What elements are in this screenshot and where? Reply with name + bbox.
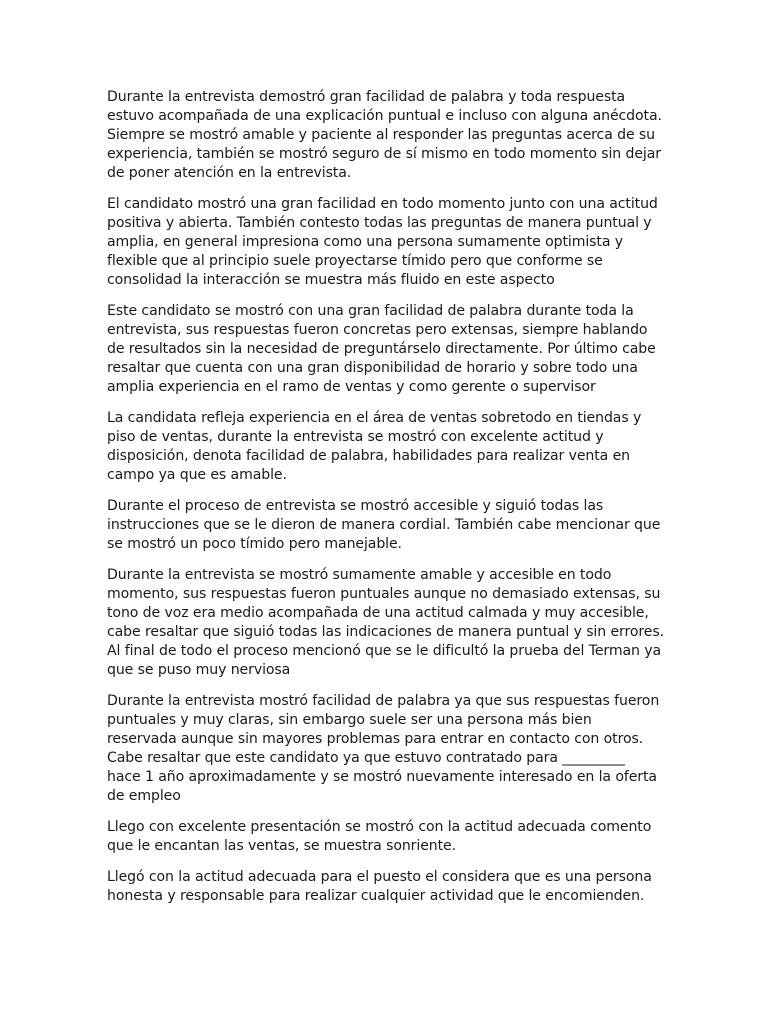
- paragraph-2: El candidato mostró una gran facilidad en todo momento junto con una actitud positiva y abierta. También contesto todas las preguntas de manera puntual y amplia, en general impresiona como una persona sumamente optimista y flexible que al principio suele proyectarse tímido pero que conforme se consolidad la interacción se muestra más fluido en este aspecto: [107, 196, 658, 288]
- paragraph-8: Llego con excelente presentación se mostró con la actitud adecuada comento que le encantan las ventas, se muestra sonriente.: [107, 819, 652, 854]
- paragraph-1: Durante la entrevista demostró gran facilidad de palabra y toda respuesta estuvo acompañada de una explicación puntual e incluso con alguna anécdota. Siempre se mostró amable y paciente al responder las preguntas acerca de su experiencia, también se mostró seguro de sí mismo en todo momento sin dejar de poner atención en la entrevista.: [107, 89, 662, 181]
- document-body: [107, 88, 667, 918]
- paragraph-4: La candidata refleja experiencia en el área de ventas sobretodo en tiendas y piso de ventas, durante la entrevista se mostró con excelente actitud y disposición, denota facilidad de palabra, habilidades para realizar venta en campo ya que es amable.: [107, 410, 642, 483]
- paragraph-5: Durante el proceso de entrevista se mostró accesible y siguió todas las instrucciones que se le dieron de manera cordial. También cabe mencionar que se mostró un poco tímido pero manejable.: [107, 498, 661, 552]
- paragraph-6: Durante la entrevista se mostró sumamente amable y accesible en todo momento, sus respuestas fueron puntuales aunque no demasiado extensas, su tono de voz era medio acompañada de una actitud calmada y muy accesible, cabe resaltar que siguió todas las indicaciones de manera puntual y sin errores. Al final de todo el proceso mencionó que se le dificultó la prueba del Terman ya que se puso muy nerviosa: [107, 567, 664, 678]
- paragraph-3: Este candidato se mostró con una gran facilidad de palabra durante toda la entrevista, sus respuestas fueron concretas pero extensas, siempre hablando de resultados sin la necesidad de preguntárselo directamente. Por último cabe resaltar que cuenta con una gran disponibilidad de horario y sobre todo una amplia experiencia en el ramo de ventas y como gerente o supervisor: [107, 303, 656, 395]
- paragraph-7: Durante la entrevista mostró facilidad de palabra ya que sus respuestas fueron puntuales y muy claras, sin embargo suele ser una persona más bien reservada aunque sin mayores problemas para entrar en contacto con otros. Cabe resaltar que este candidato ya que estuvo contratado para _________ hace 1 año aproximadamente y se mostró nuevamente interesado en la oferta de empleo: [107, 693, 660, 804]
- paragraph-9: Llegó con la actitud adecuada para el puesto el considera que es una persona honesta y responsable para realizar cualquier actividad que le encomienden.: [107, 869, 652, 904]
